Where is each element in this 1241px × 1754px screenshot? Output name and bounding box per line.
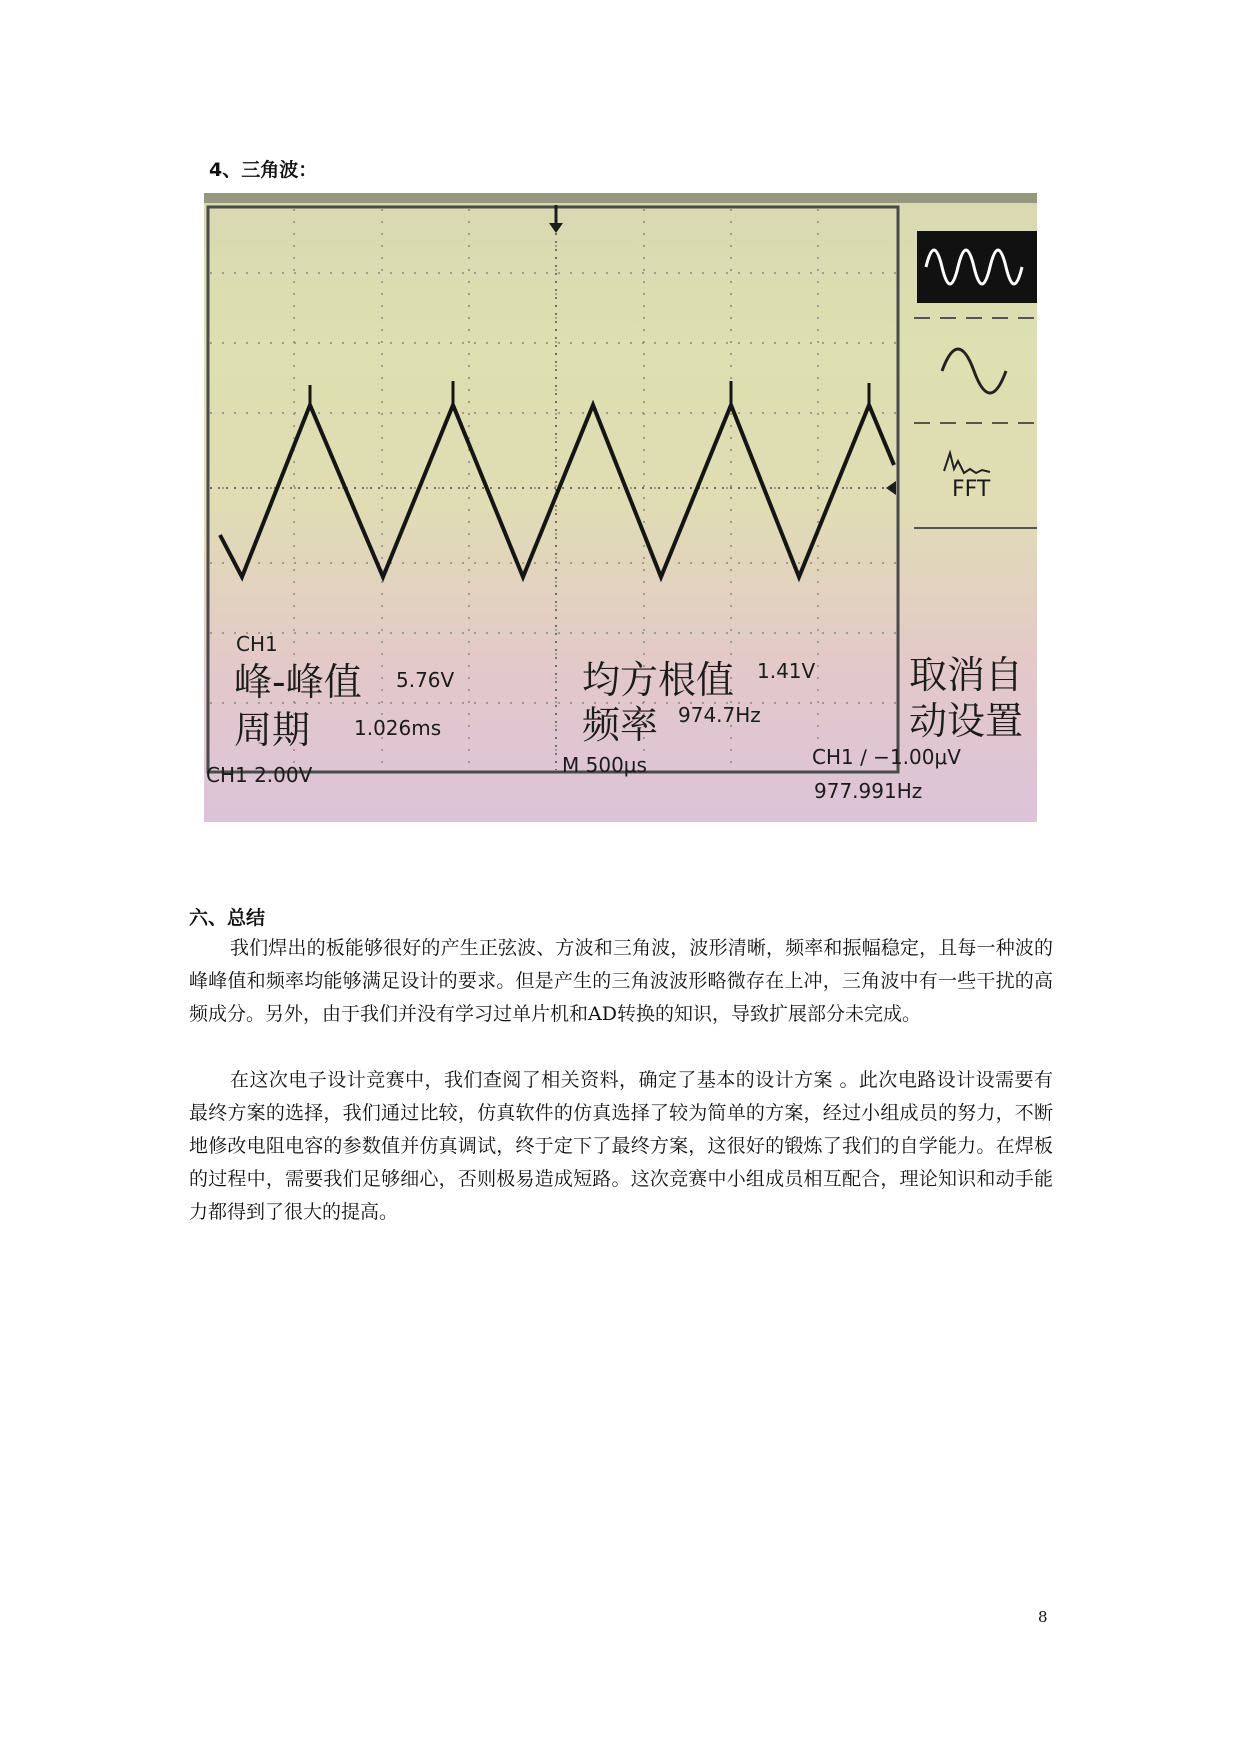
page-number: 8 — [1038, 1608, 1048, 1626]
period-label: 周期 — [234, 708, 311, 752]
cancel-autoset-label-line1[interactable]: 取消自 — [909, 653, 1024, 697]
section-heading-summary: 六、总结 — [189, 907, 266, 929]
sine-wave-display-button[interactable] — [917, 231, 1037, 303]
side-menu-dividers — [914, 318, 1037, 423]
rms-value: 1.41V — [757, 659, 816, 683]
trigger-position-marker — [549, 223, 563, 233]
ch1-scale: CH1 2.00V — [206, 763, 313, 787]
fft-spectrum-icon — [944, 453, 990, 473]
section-heading-triangle-wave: 4、三角波： — [209, 159, 318, 181]
scope-top-strip — [204, 193, 1037, 203]
rms-label: 均方根值 — [582, 658, 735, 702]
trigger-level-marker — [886, 481, 896, 495]
waveform-overshoot — [310, 381, 869, 405]
pk-pk-label: 峰-峰值 — [234, 660, 362, 704]
triangle-waveform — [220, 405, 894, 577]
cancel-autoset-label-line2[interactable]: 动设置 — [909, 699, 1024, 743]
trigger-frequency: 977.991Hz — [814, 779, 923, 803]
single-sine-icon[interactable] — [942, 349, 1006, 393]
pk-pk-value: 5.76V — [396, 668, 455, 692]
freq-label: 频率 — [582, 703, 659, 747]
freq-value: 974.7Hz — [678, 703, 761, 727]
summary-paragraph-2: 在这次电子设计竞赛中，我们查阅了相关资料，确定了基本的设计方案 。此次电路设计设需要有最终方案的选择，我们通过比较，仿真软件的仿真选择了较为简单的方案，经过小组成员的努力，不断地修改电阻电容的参数值并仿真调试，终于定下了最终方案，这很好的锻炼了我们的自学能力。在焊板的过程中，需要我们足够细心，否则极易造成短路。这次竞赛中小组成员相互配合，理论知识和动手能力都得到了很大的提高。 — [189, 1069, 1053, 1223]
summary-paragraph-1: 我们焊出的板能够很好的产生正弦波、方波和三角波，波形清晰，频率和振幅稳定，且每一种波的峰峰值和频率均能够满足设计的要求。但是产生的三角波波形略微存在上冲，三角波中有一些干扰的高频成分。另外，由于我们并没有学习过单片机和AD转换的知识，导致扩展部分未完成。 — [189, 937, 1053, 1025]
oscilloscope-photo — [204, 193, 1037, 822]
trigger-setting: CH1 ∕ −1.00μV — [812, 745, 961, 769]
period-value: 1.026ms — [354, 716, 442, 740]
channel-label: CH1 — [236, 632, 278, 656]
fft-label[interactable]: FFT — [952, 477, 991, 502]
timebase: M 500μs — [562, 753, 647, 777]
